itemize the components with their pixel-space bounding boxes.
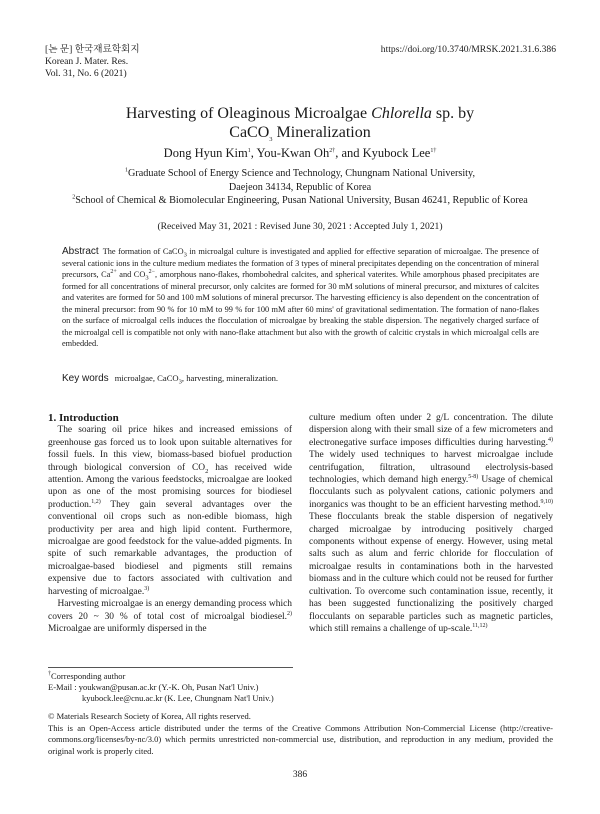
journal-name-korean: [논 문] 한국재료학회지: [45, 44, 140, 55]
citation-ref[interactable]: 9,10): [540, 498, 553, 505]
paragraph-text: Usage of chemical flocculants such as polyvalent cations, cationic polymers and inorganics was thought to be an efficient harvesting method.: [309, 475, 553, 510]
author-affil-mark: 1: [247, 147, 251, 154]
email-label: E-Mail :: [48, 682, 79, 693]
received-dates: (Received May 31, 2021 : Revised June 30, 2021 : Accepted July 1, 2021): [157, 221, 443, 232]
body-column-right: [309, 412, 553, 635]
author-affil-mark: 1†: [430, 147, 437, 154]
paragraph: [48, 424, 292, 598]
paragraph: [309, 412, 553, 635]
license-notice: [48, 711, 553, 757]
corresponding-author-footnote: [48, 671, 348, 705]
title-text: sp. by: [431, 105, 475, 122]
copyright-line: © Materials Research Society of Korea, All rights reserved.: [48, 711, 251, 721]
citation-ref[interactable]: 5-8): [468, 473, 479, 480]
affiliation-1: [40, 167, 560, 181]
abstract-superscript: 2−: [148, 269, 155, 276]
abstract-subscript: 3: [145, 274, 149, 282]
author-name: You-Kwan Oh: [256, 146, 330, 160]
author-name: Dong Hyun Kim: [163, 146, 248, 160]
paragraph-text: They gain several advantages over the conventional oil crops such as non-edible biomass, high productivity per area and high lipid content. Furthermore, microalgae are good feedstock for the value-added pigments. In spite of such remarkable advantages, the production of microalgae-based biodiesel and pigments still remains expensive due to factors associated with cultivation and harvesting of microalgae.: [48, 499, 292, 597]
citation-ref[interactable]: 4): [548, 436, 553, 443]
journal-header: [45, 44, 140, 81]
title-text: Mineralization: [272, 124, 371, 141]
citation-ref[interactable]: 1,2): [91, 498, 101, 505]
paragraph-text: culture medium often under 2 g/L concentration. The dilute dispersion along with their small size of a few micrometers and electronegative surface imposes difficulties during harvesting.: [309, 413, 553, 448]
author-list: [0, 146, 600, 161]
paragraph-text: The widely used techniques to harvest microalgae include centrifugation, filtration, ultrasound electrolysis-based technologies, which demand high energy.: [309, 450, 553, 486]
abstract-subscript: 3: [183, 251, 187, 259]
title-text: Harvesting of Oleaginous Microalgae: [125, 105, 372, 122]
affiliations: [40, 167, 560, 208]
affiliation-number: 1: [125, 167, 128, 174]
paragraph: [48, 598, 292, 635]
keywords-text: , harvesting, mineralization.: [181, 373, 279, 383]
email-line: [48, 682, 348, 693]
abstract-superscript: 2+: [110, 269, 117, 276]
citation-ref[interactable]: 11,12): [472, 622, 488, 629]
abstract-text: in microalgal culture is investigated and applied for effective separation of microalgae. The presence of several cationic ions in the culture medium mediates the formation of 3 types of mineral precipitates depending on the concentration of mineral precursors, Ca: [62, 247, 539, 279]
paragraph-text: Harvesting microalgae is an energy demanding process which covers 20 ~ 30 % of total cost of microalgal biodiesel.: [48, 599, 292, 622]
abstract-text: , amorphous nano-flakes, rhombohedral calcites, and spherical vaterites. While amorphous phased precipitates are formed for all concentrations of mineral precursor, only calcites are formed for 30 mM solutions of mineral precursor, and mixtures of calcites and vaterites are formed for 50 and 100 mM solutions of mineral precursor. The harvesting efficiency is also dependent on the concentration of the mineral precursor: from 90 % for 10 mM to 99 % for 100 mM after 60 mins' of gravitational sedimentation. The formation of nano-flakes on the surface of microalgal cells induces the flocculation of microalgae by breaking the stable dispersion. The negatively charged surface of the microalgal cell is compatible not only with nano-flake attachment but also with the growth of calcitic crystals in which microalgal cells are embedded.: [62, 270, 539, 348]
abstract-label: Abstract: [62, 246, 99, 257]
email-address[interactable]: kyubock.lee@cnu.ac.kr (K. Lee, Chungnam Nat'l Univ.): [82, 693, 274, 704]
author-separator: , and: [335, 146, 363, 160]
email-line: [48, 693, 348, 704]
license-text: This is an Open-Access article distributed under the terms of the Creative Commons Attribution Non-Commercial License (http://creative-commons.org/licenses/by-nc/3.0) which permits unrestricted non-commercial use, distribution, and reproduction in any medium, provided the original work is properly cited.: [48, 722, 553, 756]
page-number: 386: [292, 770, 308, 780]
affiliation-text: Graduate School of Energy Science and Technology, Chungnam National University,: [128, 168, 475, 179]
affiliation-2: [40, 194, 560, 208]
section-heading: 1. Introduction: [48, 412, 119, 424]
abstract-text: The formation of CaCO: [102, 247, 184, 256]
title-subscript: 3: [269, 136, 273, 144]
paragraph-text: The soaring oil price hikes and increased emissions of greenhouse gas forced us to look upon suitable alternatives for fossil fuels. In this view, biomass-based biofuel production through biological conversion of CO: [48, 425, 292, 473]
affiliation-1-cont: Daejeon 34134, Republic of Korea: [228, 181, 372, 193]
paragraph-text: These flocculants break the stable dispersion of negatively charged microalgae by introducing positively charged components without expense of energy. However, using metal salts such as alum and ferric chloride for flocculation of microalgae results in contaminations both in the harvested biomass and in the culture which could not be reused for further cultivation. To overcome such contamination issue, recently, it has been suggested functionalizing the positively charged flocculants on separable particles such as magnetic particles, which still remains a challenge of up-scale.: [309, 512, 553, 634]
keywords: [62, 373, 539, 384]
author-affil-mark: 2†: [329, 147, 336, 154]
citation-ref[interactable]: 2): [287, 610, 292, 617]
paragraph-subscript: 2: [205, 467, 209, 475]
doi-link[interactable]: https://doi.org/10.3740/MRSK.2021.31.6.386: [380, 44, 556, 55]
paper-title: [0, 104, 600, 142]
email-address[interactable]: youkwan@pusan.ac.kr (Y.-K. Oh, Pusan Nat'l Univ.): [78, 682, 259, 693]
keywords-label: Key words: [62, 373, 109, 384]
abstract-text: and CO: [116, 270, 146, 279]
keywords-text: microalgae, CaCO: [114, 373, 179, 383]
body-column-left: [48, 412, 292, 635]
paragraph-text: has received wide attention. Among the various feedstocks, microalgae are looked upon as one of the most promising sources for biodiesel production.: [48, 462, 292, 510]
citation-ref[interactable]: 3): [144, 585, 150, 592]
footnote-divider: [48, 667, 293, 668]
abstract: [62, 246, 539, 350]
affiliation-text: School of Chemical & Biomolecular Engineering, Pusan National University, Busan 46241, Republic of Korea: [75, 195, 528, 206]
author-name: Kyubock Lee: [362, 146, 431, 160]
author-separator: ,: [250, 146, 257, 160]
title-text: CaCO: [229, 124, 270, 141]
keywords-subscript: 3: [178, 378, 182, 386]
corresponding-text: Corresponding author: [51, 671, 126, 681]
journal-volume: Vol. 31, No. 6 (2021): [45, 68, 127, 80]
title-species: Chlorella: [371, 105, 432, 122]
corresponding-label: [48, 671, 348, 682]
dagger-mark: †: [48, 671, 51, 678]
paragraph-text: Microalgae are uniformly dispersed in the: [48, 623, 207, 634]
journal-name-english: Korean J. Mater. Res.: [45, 56, 129, 68]
affiliation-number: 2: [72, 194, 76, 201]
